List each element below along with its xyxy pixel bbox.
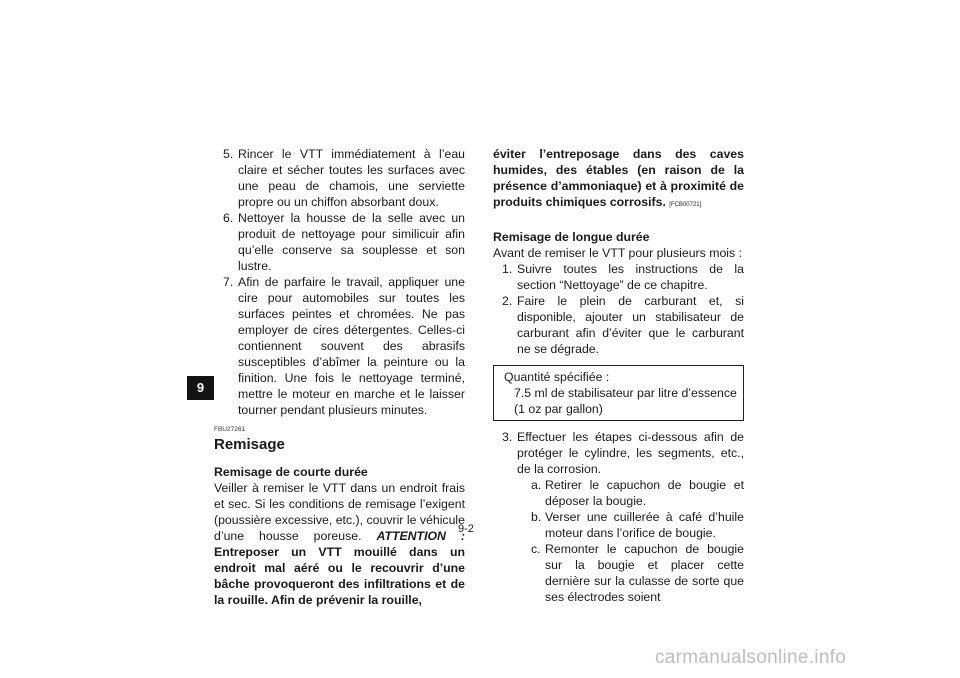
step-text: Rincer le VTT immédiatement à l’eau claire et sécher toutes les surfaces avec une peau de chamois, une serviette propre ou un chiffon absorbant doux. — [238, 147, 465, 209]
left-column — [214, 146, 465, 608]
long-storage-title: Remisage de longue durée — [493, 230, 650, 244]
step-7 — [214, 274, 465, 418]
step-2 — [493, 293, 744, 357]
specified-quantity-box — [493, 365, 744, 421]
step-text: Faire le plein de carburant et, si disponible, ajouter un stabilisateur de carburant afin d’éviter que le carburant ne se dégrade. — [517, 294, 744, 356]
step-number: 6. — [223, 211, 234, 225]
box-label: Quantité spécifiée : — [504, 370, 610, 384]
step-3 — [493, 429, 744, 477]
short-storage-text: Veiller à remiser le VTT dans un endroit frais et sec. Si les conditions de remisage l’exigent (poussière excessive, etc.), couvrir le véhicule d’une housse poreuse. — [214, 481, 465, 543]
chapter-tab: 9 — [187, 376, 214, 400]
substep-letter: b. — [531, 510, 542, 524]
section-title: Remisage — [214, 436, 285, 453]
substep-c — [493, 541, 744, 605]
right-column — [493, 146, 744, 605]
step-text: Suivre toutes les instructions de la section “Nettoyage” de ce chapitre. — [517, 262, 744, 292]
step-number: 1. — [502, 262, 513, 276]
step-text: Effectuer les étapes ci-dessous afin de protéger le cylindre, les segments, etc., de la corrosion. — [517, 430, 744, 476]
substep-a — [493, 477, 744, 509]
short-storage-title: Remisage de courte durée — [214, 465, 368, 479]
substep-letter: a. — [531, 478, 542, 492]
page-number: 9-2 — [458, 523, 474, 535]
substep-b — [493, 509, 744, 541]
step-text: Nettoyer la housse de la selle avec un produit de nettoyage pour similicuir afin qu’elle conserve sa souplesse et son lustre. — [238, 211, 465, 273]
box-value: 7.5 ml de stabilisateur par litre d’essence (1 oz par gallon) — [514, 386, 737, 416]
watermark: carmanualsonline.info — [655, 647, 847, 668]
substep-text: Remonter le capuchon de bougie sur la bougie et placer cette dernière sur la culasse de sorte que ses électrodes soient — [545, 542, 744, 604]
step-text: Afin de parfaire le travail, appliquer une cire pour automobiles sur toutes les surfaces peintes et chromées. Ne pas employer de cires détergentes. Celles-ci contiennent souvent des abrasifs susceptibles d’abîmer la peinture ou la finition. Une fois le nettoyage terminé, mettre le moteur en marche et le laisser tourner pendant plusieurs minutes. — [238, 275, 465, 417]
short-storage-paragraph — [214, 480, 465, 608]
attention-continuation — [493, 146, 744, 213]
attention-continuation-text: éviter l’entreposage dans des caves humides, des étables (en raison de la présence d’ammoniaque) et à proximité de produits chimiques corrosifs. — [493, 147, 744, 209]
substep-text: Verser une cuillerée à café d’huile moteur dans l’orifice de bougie. — [545, 510, 744, 540]
attention-text: Entreposer un VTT mouillé dans un endroit mal aéré ou le recouvrir d’une bâche provoqueront des infiltrations et de la rouille. Afin de prévenir la rouille, — [214, 545, 465, 607]
step-5 — [214, 146, 465, 210]
substep-text: Retirer le capuchon de bougie et déposer la bougie. — [545, 478, 744, 508]
step-number: 5. — [223, 147, 234, 161]
step-number: 2. — [502, 294, 513, 308]
step-1 — [493, 261, 744, 293]
substep-letter: c. — [531, 542, 541, 556]
long-storage-intro: Avant de remiser le VTT pour plusieurs mois : — [493, 246, 742, 260]
step-number: 7. — [223, 275, 234, 289]
attention-label: ATTENTION : — [376, 529, 465, 543]
section-code: FBU27261 — [214, 426, 246, 433]
caution-code: [FCB00721] — [669, 202, 702, 208]
step-number: 3. — [502, 430, 513, 444]
step-6 — [214, 210, 465, 274]
